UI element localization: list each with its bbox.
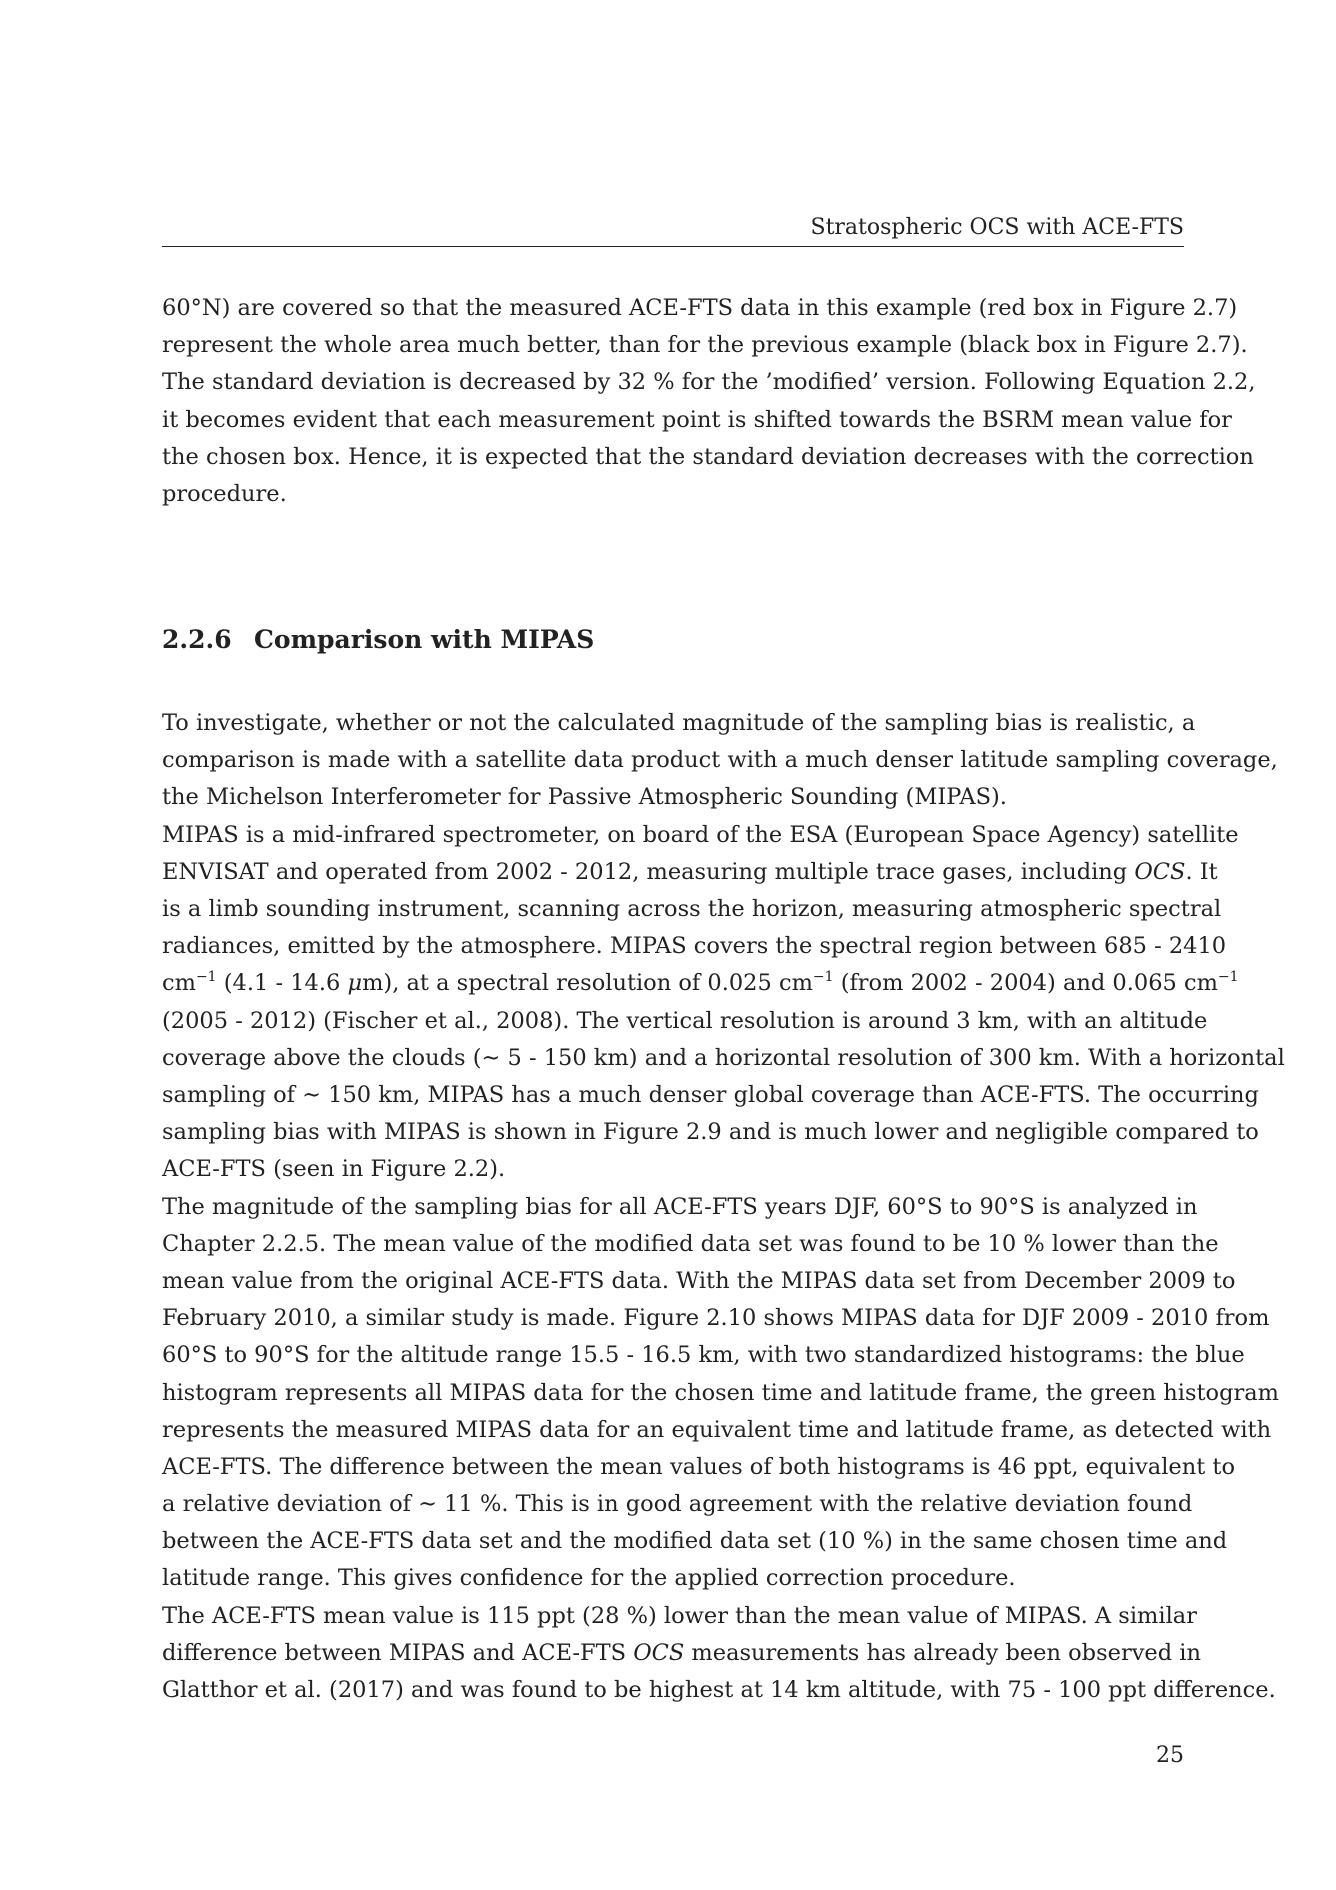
paragraph-sampling-bias: [162, 1189, 1280, 1598]
text-line: ACE-FTS. The difference between the mean values of both histograms is 46 ppt, equivalent to: [162, 1453, 1236, 1480]
text-line: the chosen box. Hence, it is expected that the standard deviation decreases with the correction: [162, 443, 1254, 470]
section-title: Comparison with MIPAS: [254, 625, 595, 654]
page-number: 25: [1156, 1743, 1184, 1768]
text-line: the Michelson Interferometer for Passive Atmospheric Sounding (MIPAS).: [162, 784, 1007, 811]
text-line: ACE-FTS (seen in Figure 2.2).: [162, 1156, 506, 1183]
text-line: sampling bias with MIPAS is shown in Figure 2.9 and is much lower and negligible compared to: [162, 1119, 1259, 1146]
ocs-symbol: OCS: [1134, 858, 1186, 885]
running-header: Stratospheric OCS with ACE-FTS: [810, 215, 1184, 240]
text-line: (2005 - 2012) (Fischer et al., 2008). The vertical resolution is around 3 km, with an altitude: [162, 1007, 1208, 1034]
paragraph-mipas-description: [162, 817, 1285, 1189]
text-line: radiances, emitted by the atmosphere. MIPAS covers the spectral region between 685 - 2410: [162, 933, 1227, 960]
text-line: sampling of ∼ 150 km, MIPAS has a much denser global coverage than ACE-FTS. The occurring: [162, 1081, 1259, 1108]
text-line: February 2010, a similar study is made. Figure 2.10 shows MIPAS data for DJF 2009 - 2010 from: [162, 1305, 1270, 1332]
text-line: latitude range. This gives confidence for the applied correction procedure.: [162, 1565, 1016, 1592]
text-line: Glatthor et al. (2017) and was found to be highest at 14 km altitude, with 75 - 100 ppt difference.: [162, 1677, 1276, 1704]
text-line: 60°S to 90°S for the altitude range 15.5 - 16.5 km, with two standardized histograms: the blue: [162, 1342, 1245, 1369]
text-line: histogram represents all MIPAS data for the chosen time and latitude frame, the green histogram: [162, 1379, 1280, 1406]
header-rule: [162, 246, 1184, 247]
text-line: difference between MIPAS and ACE-FTS OCS measurements has already been observed in: [162, 1639, 1201, 1666]
text-line: $cm^{-1}$ (4.1 - 14.6 μm), at a spectral resolution of 0.025 $cm^{-1}$ (from 2002 - 2004) and 0.065 $cm^{-1}$: [162, 969, 1239, 997]
paragraph-intro: [162, 705, 1278, 817]
text-line: mean value from the original ACE-FTS data. With the MIPAS data set from December 2009 to: [162, 1267, 1236, 1294]
text-line: procedure.: [162, 480, 287, 507]
paragraph-mean-comparison: [162, 1598, 1276, 1710]
section-number: 2.2.6: [162, 625, 232, 654]
text-line: it becomes evident that each measurement point is shifted towards the BSRM mean value for: [162, 406, 1232, 433]
text-line: The standard deviation is decreased by 32 % for the ’modified’ version. Following Equation 2.2,: [162, 369, 1256, 396]
text-line: 60°N) are covered so that the measured ACE-FTS data in this example (red box in Figure 2.7): [162, 295, 1238, 321]
text-line: ENVISAT and operated from 2002 - 2012, measuring multiple trace gases, including OCS. It: [162, 858, 1218, 885]
section-heading: [162, 624, 594, 656]
paragraph-continuation: [162, 290, 1256, 513]
ocs-symbol: OCS: [633, 1639, 685, 1666]
text-line: Chapter 2.2.5. The mean value of the modified data set was found to be 10 % lower than the: [162, 1230, 1219, 1257]
text-line: The ACE-FTS mean value is 115 ppt (28 %) lower than the mean value of MIPAS. A similar: [162, 1602, 1197, 1629]
text-line: The magnitude of the sampling bias for all ACE-FTS years DJF, 60°S to 90°S is analyzed in: [162, 1193, 1198, 1220]
text-line: MIPAS is a mid-infrared spectrometer, on board of the ESA (European Space Agency) satellite: [162, 821, 1239, 848]
text-line: coverage above the clouds (∼ 5 - 150 km) and a horizontal resolution of 300 km. With a horizontal: [162, 1044, 1285, 1071]
text-line: represent the whole area much better, than for the previous example (black box in Figure 2.7).: [162, 332, 1248, 359]
text-line: between the ACE-FTS data set and the modified data set (10 %) in the same chosen time and: [162, 1528, 1228, 1555]
text-line: a relative deviation of ∼ 11 %. This is in good agreement with the relative deviation found: [162, 1491, 1193, 1518]
text-line: comparison is made with a satellite data product with a much denser latitude sampling coverage,: [162, 747, 1278, 774]
text-line: is a limb sounding instrument, scanning across the horizon, measuring atmospheric spectral: [162, 895, 1222, 922]
text-line: represents the measured MIPAS data for an equivalent time and latitude frame, as detected with: [162, 1416, 1272, 1443]
text-line: To investigate, whether or not the calculated magnitude of the sampling bias is realistic, a: [162, 710, 1196, 736]
